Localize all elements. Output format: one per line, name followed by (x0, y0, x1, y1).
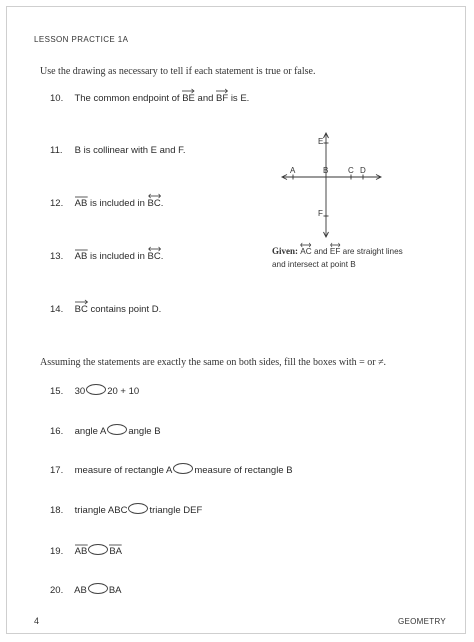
ray-arrow-icon (216, 88, 228, 94)
intersecting-lines-diagram (280, 130, 390, 240)
question-text: . (160, 251, 164, 262)
segment-ab: AB (75, 252, 88, 262)
right-expression: BA (108, 585, 122, 596)
question-text: is E. (230, 93, 250, 104)
question-text: . (160, 198, 164, 209)
question-number: 18. (50, 505, 64, 516)
question-number: 13. (50, 251, 64, 262)
question-number: 16. (50, 426, 64, 437)
answer-oval[interactable] (173, 463, 193, 474)
segment-bar-icon (109, 541, 122, 547)
lesson-header: LESSON PRACTICE 1A (34, 35, 129, 44)
right-expression: triangle DEF (149, 505, 203, 516)
question-number: 15. (50, 386, 64, 397)
segment-ab: AB (75, 547, 88, 557)
question-number: 20. (50, 585, 64, 596)
line-arrow-icon (148, 246, 161, 252)
label-f: F (318, 209, 323, 218)
question-15 (50, 384, 139, 397)
segment-bar-icon (75, 246, 88, 252)
question-text: contains point D. (90, 304, 162, 315)
question-number: 10. (50, 93, 64, 104)
right-expression: angle B (128, 426, 161, 437)
question-19 (50, 544, 122, 557)
left-expression: 30 (74, 386, 86, 397)
given-text: are straight lines and intersect at point B (272, 247, 403, 269)
question-number: 19. (50, 546, 64, 557)
subject-label: GEOMETRY (398, 617, 447, 626)
segment-ba: BA (109, 547, 122, 557)
line-arrow-icon (300, 242, 311, 248)
segment-bar-icon (75, 541, 88, 547)
left-expression: angle A (74, 426, 107, 437)
line-ac: AC (300, 248, 311, 256)
question-text: is included in (89, 198, 145, 209)
segment-bar-icon (75, 193, 88, 199)
label-e: E (318, 137, 324, 146)
instructions-fill-boxes: Assuming the statements are exactly the same on both sides, fill the boxes with = or ≠. (40, 357, 387, 368)
question-number: 14. (50, 304, 64, 315)
instructions-true-false: Use the drawing as necessary to tell if each statement is true or false. (40, 66, 316, 77)
ray-be: BE (182, 94, 195, 104)
answer-oval[interactable] (107, 424, 127, 435)
left-expression: measure of rectangle A (74, 465, 173, 476)
answer-oval[interactable] (128, 503, 148, 514)
question-number: 17. (50, 465, 64, 476)
question-12 (50, 198, 163, 209)
right-expression: 20 + 10 (107, 386, 140, 397)
given-note (272, 245, 412, 271)
ray-bf: BF (216, 94, 228, 104)
label-c: C (348, 166, 354, 175)
left-expression: triangle ABC (74, 505, 128, 516)
line-bc: BC (148, 252, 161, 262)
answer-oval[interactable] (88, 544, 108, 555)
question-11 (50, 145, 186, 156)
right-expression: measure of rectangle B (194, 465, 293, 476)
line-bc: BC (148, 199, 161, 209)
question-text: The common endpoint of (74, 93, 180, 104)
label-d: D (360, 166, 366, 175)
question-13 (50, 251, 163, 262)
ray-arrow-icon (75, 299, 88, 305)
left-expression: AB (74, 585, 87, 596)
label-a: A (290, 166, 296, 175)
ray-bc: BC (75, 305, 88, 315)
question-text: and (197, 93, 214, 104)
question-18 (50, 503, 202, 516)
answer-oval[interactable] (88, 583, 108, 594)
question-16 (50, 424, 161, 437)
ray-arrow-icon (182, 88, 195, 94)
question-text: B is collinear with E and F. (74, 145, 186, 156)
question-text: is included in (89, 251, 145, 262)
given-label: Given: (272, 246, 298, 256)
question-20 (50, 583, 122, 596)
line-ef: EF (330, 248, 340, 256)
answer-oval[interactable] (86, 384, 106, 395)
question-17 (50, 463, 293, 476)
line-arrow-icon (330, 242, 340, 248)
line-arrow-icon (148, 193, 161, 199)
given-text: and (313, 247, 328, 256)
label-b: B (323, 166, 329, 175)
page-number: 4 (34, 616, 40, 626)
question-14 (50, 304, 161, 315)
question-number: 11. (50, 145, 63, 156)
question-10 (50, 93, 249, 104)
segment-ab: AB (75, 199, 88, 209)
question-number: 12. (50, 198, 64, 209)
